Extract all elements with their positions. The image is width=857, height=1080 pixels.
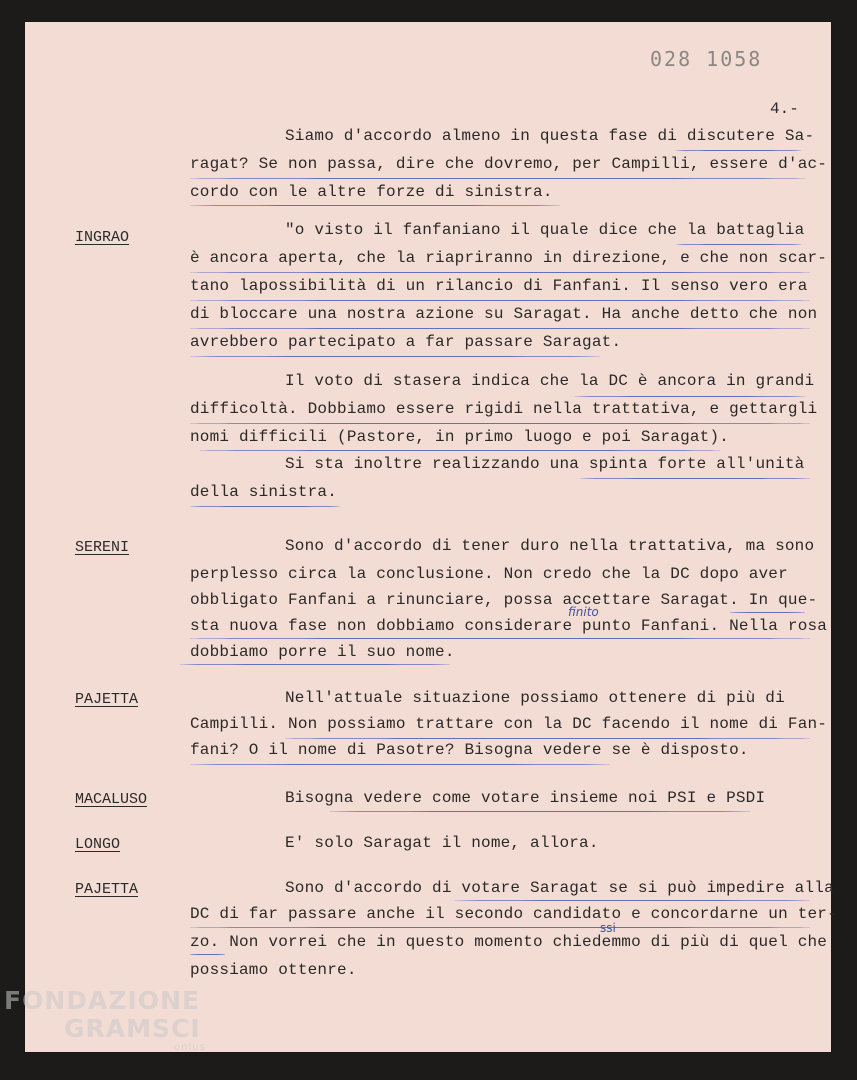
pen-underline bbox=[190, 300, 810, 301]
text-line: della sinistra. bbox=[190, 483, 338, 501]
handwritten-note: finito bbox=[568, 605, 599, 619]
text-line: ragat? Se non passa, dire che dovremo, per Campilli, essere d'ac- bbox=[190, 155, 828, 173]
pen-underline bbox=[330, 811, 750, 812]
pen-underline bbox=[676, 244, 801, 245]
pen-underline bbox=[285, 738, 810, 739]
pen-underline bbox=[730, 612, 805, 613]
pen-underline bbox=[190, 178, 805, 179]
pen-underline bbox=[190, 927, 810, 928]
speaker-label: PAJETTA bbox=[75, 691, 139, 708]
text-line: DC di far passare anche il secondo candidato e concordarne un ter- bbox=[190, 905, 837, 923]
speaker-label: LONGO bbox=[75, 836, 121, 853]
text-line: Si sta inoltre realizzando una spinta forte all'unità bbox=[285, 455, 805, 473]
text-line: Campilli. Non possiamo trattare con la DC facendo il nome di Fan- bbox=[190, 715, 828, 733]
pen-underline bbox=[676, 150, 801, 151]
handwritten-note: ssi bbox=[600, 921, 616, 935]
pen-underline bbox=[190, 423, 810, 424]
pen-underline bbox=[180, 664, 450, 665]
speaker-label: MACALUSO bbox=[75, 791, 148, 808]
text-line: perplesso circa la conclusione. Non credo che la DC dopo aver bbox=[190, 565, 788, 583]
text-line: "o visto il fanfaniano il quale dice che la battaglia bbox=[285, 221, 805, 239]
text-line: avrebbero partecipato a far passare Saragat. bbox=[190, 333, 622, 351]
text-line: Siamo d'accordo almeno in questa fase di discutere Sa- bbox=[285, 127, 815, 145]
archive-number: 028 1058 bbox=[650, 47, 763, 71]
pen-underline bbox=[190, 506, 340, 507]
text-line: tano lapossibilità di un rilancio di Fanfani. Il senso vero era bbox=[190, 277, 808, 295]
text-line: cordo con le altre forze di sinistra. bbox=[190, 183, 553, 201]
speaker-label: PAJETTA bbox=[75, 881, 139, 898]
text-line: sta nuova fase non dobbiamo considerare punto Fanfani. Nella rosa bbox=[190, 617, 828, 635]
pen-underline bbox=[575, 396, 805, 397]
text-line: è ancora aperta, che la riapriranno in direzione, e che non scar- bbox=[190, 249, 828, 267]
text-line: Il voto di stasera indica che la DC è ancora in grandi bbox=[285, 372, 815, 390]
pen-underline bbox=[455, 900, 810, 901]
text-line: difficoltà. Dobbiamo essere rigidi nella trattativa, e gettargli bbox=[190, 400, 818, 418]
pen-underline bbox=[190, 764, 610, 765]
text-line: di bloccare una nostra azione su Saragat. Ha anche detto che non bbox=[190, 305, 818, 323]
speaker-label: INGRAO bbox=[75, 229, 130, 246]
watermark-line: GRAMSCI bbox=[64, 1014, 201, 1043]
pen-underline bbox=[580, 478, 810, 479]
text-line: zo. Non vorrei che in questo momento chiedemmo di più di quel che bbox=[190, 933, 828, 951]
text-line: Nell'attuale situazione possiamo ottenere di più di bbox=[285, 689, 785, 707]
pen-underline bbox=[190, 328, 810, 329]
text-line: possiamo ottenre. bbox=[190, 961, 357, 979]
speaker-label: SERENI bbox=[75, 539, 130, 556]
text-line: dobbiamo porre il suo nome. bbox=[190, 643, 455, 661]
pen-underline bbox=[190, 356, 600, 357]
page-number: 4.- bbox=[770, 100, 799, 118]
text-line: obbligato Fanfani a rinunciare, possa accettare Saragat. In que- bbox=[190, 591, 818, 609]
pen-underline bbox=[190, 272, 810, 273]
text-line: Sono d'accordo di votare Saragat se si può impedire alla bbox=[285, 879, 834, 897]
watermark-line: FONDAZIONE bbox=[4, 986, 201, 1015]
text-line: E' solo Saragat il nome, allora. bbox=[285, 834, 599, 852]
pen-underline bbox=[190, 205, 560, 206]
text-line: fani? O il nome di Pasotre? Bisogna vedere se è disposto. bbox=[190, 741, 749, 759]
pen-underline bbox=[190, 638, 810, 639]
text-line: nomi difficili (Pastore, in primo luogo e poi Saragat). bbox=[190, 428, 730, 446]
text-line: Bisogna vedere come votare insieme noi PSI e PSDI bbox=[285, 789, 766, 807]
text-line: Sono d'accordo di tener duro nella trattativa, ma sono bbox=[285, 537, 815, 555]
pen-underline bbox=[190, 954, 225, 955]
pen-underline bbox=[200, 450, 720, 451]
watermark-logo bbox=[4, 987, 206, 1053]
watermark-line: onlus bbox=[174, 1042, 206, 1053]
